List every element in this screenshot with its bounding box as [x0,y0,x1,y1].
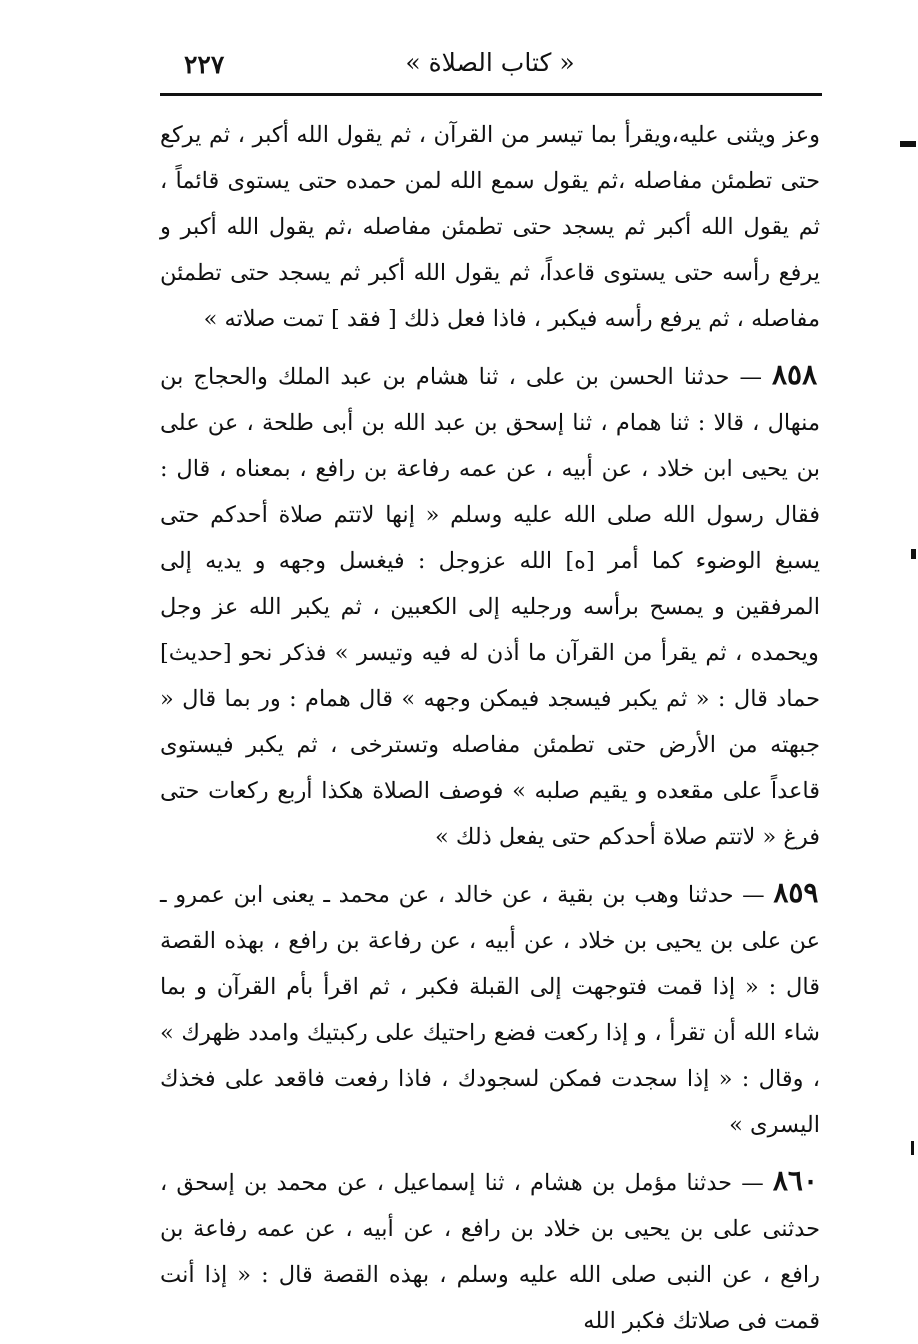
paragraph-continuation [160,112,820,342]
text-line: ابن خلاد ، عن أبيه ، عن عمه رفاعة بن رافع ، بمعناه ، قال : فقال رسول الله صلى [160,456,820,528]
text-line: — حدثنا وهب بن بقية ، عن خالد ، عن محمد ـ يعنى ابن عمرو ـ [160,882,765,908]
page-header [160,40,820,92]
text-line: فمكن لسجودك ، فاذا رفعت فاقعد على فخذك اليسرى » [160,1066,820,1138]
text-line: ثم يقول الله أكبر ثم يسجد حتى تطمئن مفاصله ، ثم يرفع رأسه فيكبر ، فاذا فعل [160,260,820,332]
text-line: يفعل ذلك » [434,824,545,850]
hadith-858 [160,352,820,860]
hadith-number: ٨٦٠ [772,1164,818,1197]
margin-ink-mark [911,1141,914,1155]
header-rule [160,93,822,96]
text-line: حدثنى على بن يحيى بن خلاد بن رافع ، عن أبيه ، عن عمه رفاعة بن رافع ، عن [160,1216,820,1288]
text-line: النبى صلى الله عليه وسلم ، بهذه القصة قال : « إذا أنت قمت فى صلاتك فكبر الله [160,1262,820,1334]
text-line: « إذا قمت فتوجهت إلى القبلة فكبر ، ثم اقرأ بأم القرآن و بما شاء الله أن تقرأ ، [160,974,820,1046]
running-title: « كتاب الصلاة » [405,48,575,77]
margin-ink-mark [911,549,916,559]
text-line: فيغسل وجهه و يديه إلى المرفقين و يمسح برأسه ورجليه إلى الكعبين ، ثم يكبر الله [160,548,820,620]
text-line: عن على بن يحيى بن خلاد ، عن أبيه ، عن رفاعة بن رافع ، بهذه القصة قال : [160,928,821,1000]
hadith-number: ٨٥٨ [772,358,818,391]
text-line: حماد قال : « ثم يكبر فيسجد فيمكن وجهه » قال همام : ور بما قال « جبهته من [160,686,820,758]
text-line: — حدثنا الحسن بن على ، ثنا هشام بن عبد الملك والحجاج بن [160,364,762,390]
text-line: تطمئن مفاصله ،ثم يقول سمع الله لمن حمده حتى يستوى قائماً ، ثم يقول الله أكبر [160,168,820,240]
text-line: — حدثنا مؤمل بن هشام ، ثنا إسماعيل ، عن محمد بن إسحق ، [160,1170,764,1196]
text-line: ذلك [ فقد ] تمت صلاته » [203,306,440,332]
hadith-number: ٨٥٩ [773,876,819,909]
page-number: ٢٢٧ [184,50,225,79]
text-line: صلبه » فوصف الصلاة هكذا أربع ركعات حتى فرغ « لاتتم صلاة أحدكم حتى [160,778,820,850]
text-line: و إذا ركعت فضع راحتيك على ركبتيك وامدد ظهرك » ، وقال : « إذا سجدت [160,1020,820,1092]
text-line: الله عليه وسلم « إنها لاتتم صلاة أحدكم حتى يسبغ الوضوء كما أمر [ه] الله عزوجل : [160,502,820,574]
hadith-859 [160,870,820,1148]
text-line: منهال ، قالا : ثنا همام ، ثنا إسحق بن عبد الله بن أبى طلحة ، عن على بن يحيى [160,410,820,482]
text-line: الأرض حتى تطمئن مفاصله وتسترخى ، ثم يكبر فيستوى قاعداً على مقعده و يقيم [160,732,820,804]
body-text [160,112,820,1344]
text-line: عز وجل ويحمده ، ثم يقرأ من القرآن ما أذن له فيه وتيسر » فذكر نحو [حديث] [160,594,819,666]
margin-ink-mark [900,141,916,147]
text-line: وعز ويثنى عليه،ويقرأ بما تيسر من القرآن ، ثم يقول الله أكبر ، ثم يركع حتى [160,122,820,194]
hadith-860 [160,1158,820,1344]
text-line: ثم يسجد حتى تطمئن مفاصله ،ثم يقول الله أكبر و يرفع رأسه حتى يستوى قاعداً، [160,214,821,286]
